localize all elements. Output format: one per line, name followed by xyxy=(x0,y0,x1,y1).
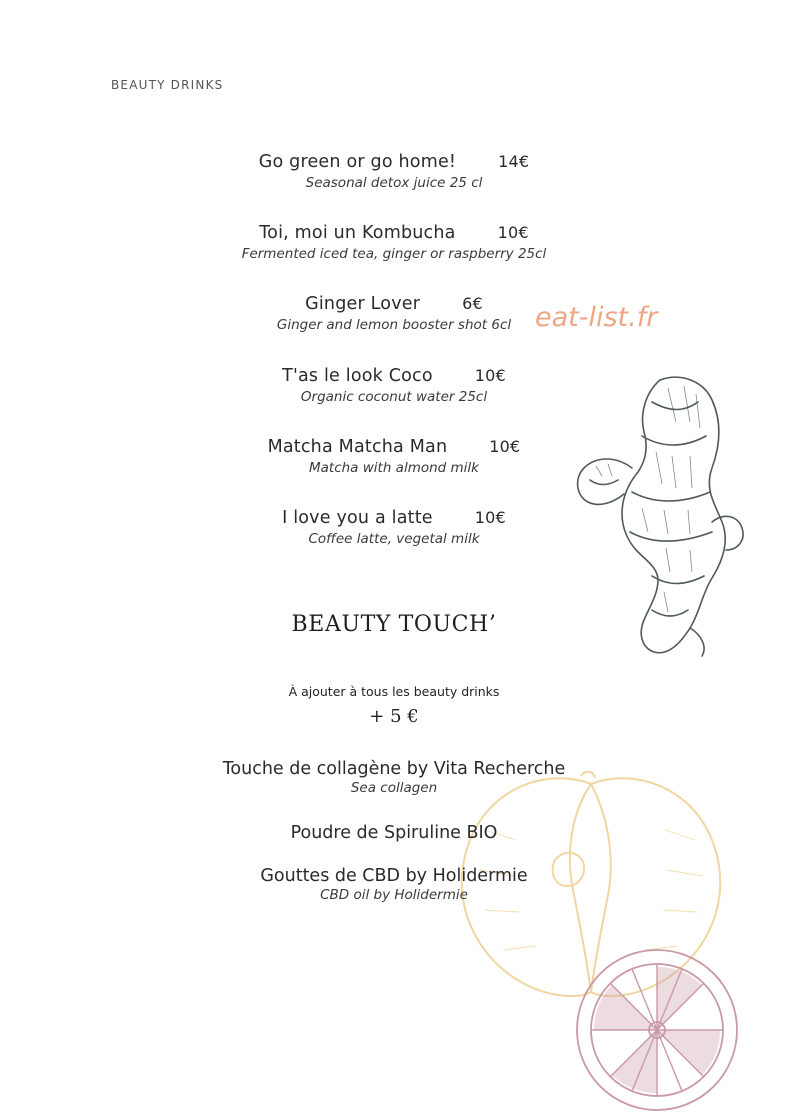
addon-name: Touche de collagène by Vita Recherche xyxy=(222,759,566,779)
addon-description: CBD oil by Holidermie xyxy=(320,887,468,903)
beauty-touch-price: + 5 € xyxy=(369,706,419,727)
menu-item xyxy=(0,292,788,333)
item-name: Go green or go home! xyxy=(258,152,457,172)
watermark: eat-list.fr xyxy=(535,302,658,333)
item-description: Matcha with almond milk xyxy=(308,460,479,476)
menu-item xyxy=(0,506,788,547)
addon-name: Poudre de Spiruline BIO xyxy=(290,823,498,843)
section-label: BEAUTY DRINKS xyxy=(111,78,224,92)
addon-item xyxy=(0,759,788,796)
menu-item xyxy=(0,364,788,405)
item-name: T'as le look Coco xyxy=(282,366,433,386)
item-price: 10€ xyxy=(497,223,529,242)
beauty-touch-note: À ajouter à tous les beauty drinks xyxy=(288,684,500,699)
item-price: 10€ xyxy=(474,508,506,527)
menu-item xyxy=(0,150,788,191)
addon-name: Gouttes de CBD by Holidermie xyxy=(260,866,528,886)
item-description: Coffee latte, vegetal milk xyxy=(308,531,480,547)
item-price: 10€ xyxy=(489,437,521,456)
item-name: I love you a latte xyxy=(282,508,433,528)
item-price: 14€ xyxy=(498,152,530,171)
beauty-touch-title: BEAUTY TOUCH’ xyxy=(291,612,497,637)
item-price: 6€ xyxy=(462,294,483,313)
citrus-slice-illustration xyxy=(572,945,742,1115)
item-description: Ginger and lemon booster shot 6cl xyxy=(276,317,512,333)
item-name: Toi, moi un Kombucha xyxy=(259,223,456,243)
item-name: Ginger Lover xyxy=(305,294,421,314)
menu-item xyxy=(0,435,788,476)
item-description: Fermented iced tea, ginger or raspberry 25cl xyxy=(241,246,547,262)
menu-item xyxy=(0,221,788,262)
addon-item xyxy=(0,823,788,843)
addon-item xyxy=(0,866,788,903)
item-price: 10€ xyxy=(474,366,506,385)
item-description: Organic coconut water 25cl xyxy=(300,389,488,405)
item-description: Seasonal detox juice 25 cl xyxy=(305,175,483,191)
item-name: Matcha Matcha Man xyxy=(267,437,448,457)
addon-description: Sea collagen xyxy=(350,780,438,796)
